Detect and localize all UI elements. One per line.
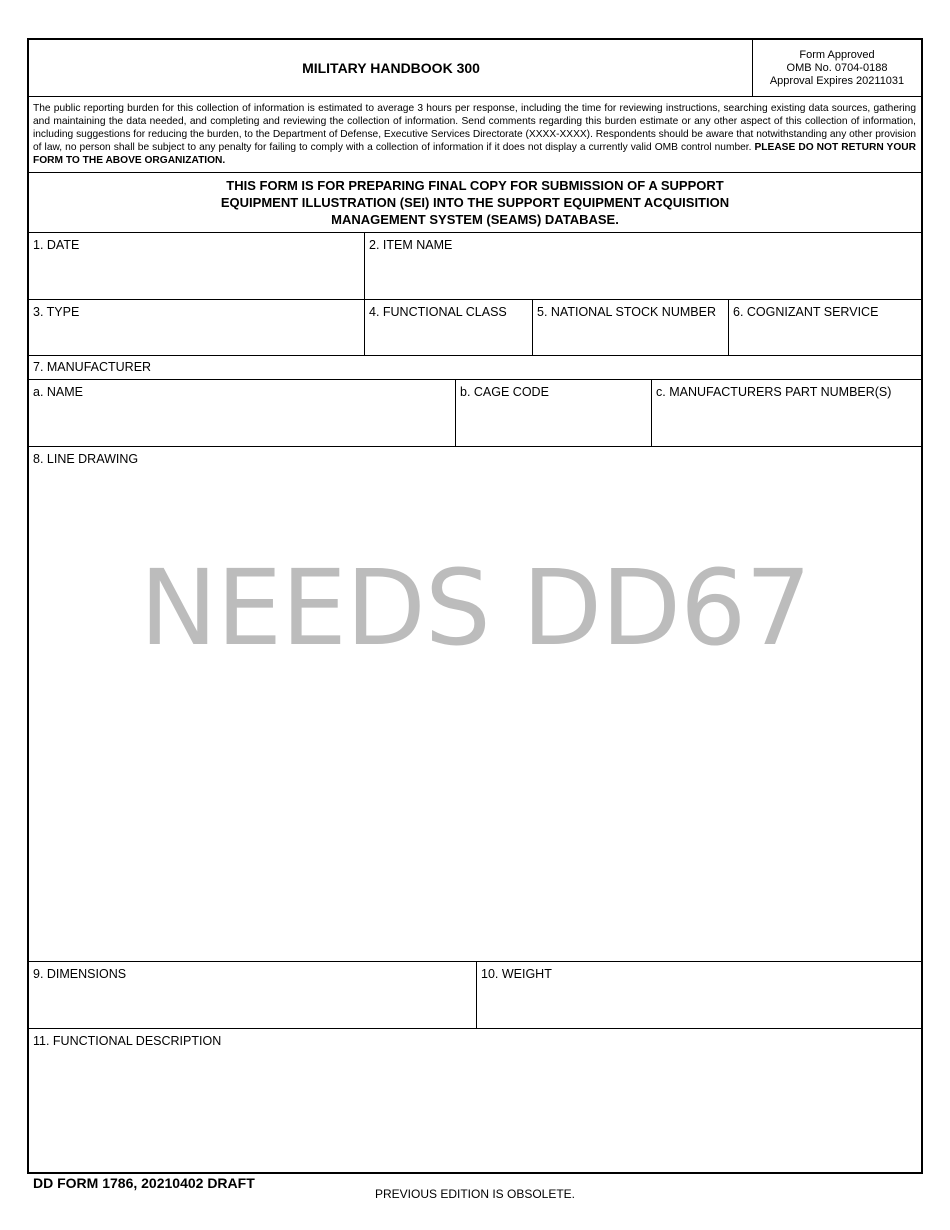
burden-statement [33, 102, 916, 167]
row-manufacturer [29, 380, 921, 447]
dimensions-field[interactable] [29, 962, 476, 1028]
cage-code-label: b. CAGE CODE [460, 385, 549, 399]
nsn-field[interactable] [532, 300, 728, 355]
functional-description-field[interactable] [29, 1029, 921, 1172]
manufacturer-name-label: a. NAME [33, 385, 84, 399]
functional-description-label: 11. FUNCTIONAL DESCRIPTION [33, 1034, 222, 1048]
form-purpose-notice: THIS FORM IS FOR PREPARING FINAL COPY FOR SUBMISSION OF A SUPPORT EQUIPMENT ILLUSTRATION (SEI) INTO THE SUPPORT EQUIPMENT ACQUISITION MANAGEMENT SYSTEM (SEAMS) DATABASE. [220, 178, 730, 227]
type-field[interactable] [29, 300, 364, 355]
form-title: MILITARY HANDBOOK 300 [302, 60, 480, 76]
cognizant-service-field[interactable] [728, 300, 921, 355]
omb-number: OMB No. 0704-0188 [786, 61, 888, 74]
nsn-label: 5. NATIONAL STOCK NUMBER [537, 305, 716, 319]
manufacturer-header-row [29, 356, 921, 380]
date-label: 1. DATE [33, 238, 80, 252]
functional-class-label: 4. FUNCTIONAL CLASS [369, 305, 507, 319]
dimensions-label: 9. DIMENSIONS [33, 967, 127, 981]
omb-block [752, 40, 921, 96]
item-name-field[interactable] [364, 233, 921, 299]
row-dimensions [29, 962, 921, 1029]
part-number-label: c. MANUFACTURERS PART NUMBER(S) [656, 385, 892, 399]
burden-text: The public reporting burden for this collection of information is estimated to average 3 hours per response, including the time for reviewing instructions, searching existing data sources, gathering and maintaining the data needed, and completing and reviewing the collection of information. Send comments regarding this burden estimate or any other aspect of this collection of information, including suggestions for reducing the burden, to the Department of Defense, Executive Services Directorate (XXXX-XXXX). Respondents should be aware that notwithstanding any other provision of law, no person shall be subject to any penalty for failing to comply with a collection of information if it does not display a currently valid OMB control number. [33, 103, 916, 153]
item-name-label: 2. ITEM NAME [369, 238, 453, 252]
header-row [29, 40, 921, 97]
cognizant-service-label: 6. COGNIZANT SERVICE [733, 305, 879, 319]
form-container [27, 38, 923, 1174]
row-type [29, 300, 921, 356]
weight-label: 10. WEIGHT [481, 967, 552, 981]
line-drawing-label: 8. LINE DRAWING [33, 452, 139, 466]
manufacturer-name-field[interactable] [29, 380, 455, 446]
burden-row [29, 97, 921, 173]
weight-field[interactable] [476, 962, 921, 1028]
part-number-field[interactable] [651, 380, 921, 446]
manufacturer-label: 7. MANUFACTURER [33, 360, 152, 374]
date-field[interactable] [29, 233, 364, 299]
notice-row [29, 173, 921, 233]
line-drawing-field[interactable] [29, 447, 921, 962]
functional-class-field[interactable] [364, 300, 532, 355]
burden-warning: PLEASE DO NOT RETURN YOUR FORM TO THE ABOVE ORGANIZATION. [33, 142, 916, 166]
edition-notice: PREVIOUS EDITION IS OBSOLETE. [374, 1187, 576, 1201]
omb-approved: Form Approved [799, 48, 875, 61]
form-identifier: DD FORM 1786, 20210402 DRAFT [33, 1175, 255, 1191]
type-label: 3. TYPE [33, 305, 80, 319]
draft-watermark: NEEDS DD67 [139, 547, 811, 669]
cage-code-field[interactable] [455, 380, 651, 446]
row-date-item [29, 233, 921, 300]
omb-expiration: Approval Expires 20211031 [769, 74, 905, 87]
